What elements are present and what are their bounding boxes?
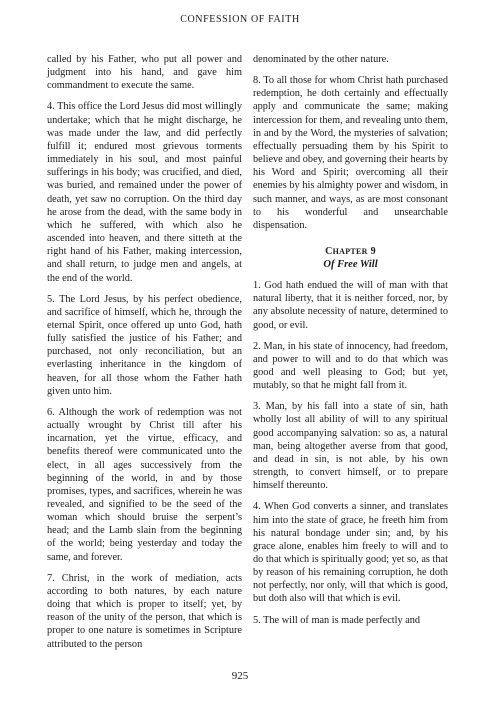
paragraph: denominated by the other nature. [253,54,389,65]
paragraph: 3. Man, by his fall into a state of sin, hath wholly lost all ability of will to any spiritual good accompanying salvation: so as, a natural man, being altogether averse from that good, and dead in sin, is not able, by his own strength, to convert himself, or to prepare himself thereunto. [253,401,448,492]
paragraph: 5. The will of man is made perfectly and [253,614,421,626]
paragraph: 5. The Lord Jesus, by his perfect obedience, and sacrifice of himself, which he, through the eternal Spirit, once offered up unto God, hath fully satisfied the justice of his Father; and purchased, not only reconciliation, but an everlasting inheritance in the kingdom of heaven, for all those whom the Father hath given unto him. [47,293,242,397]
chapter-label-rest: HAPTER [332,247,368,257]
paragraph: 4. This office the Lord Jesus did most willingly undertake; which that he might discharge, he was made under the law, and did perfectly fulfill it; endured most grievous torments immediately in his soul, and most painful sufferings in his body; was crucified, and died, was buried, and remained under the power of death, yet saw no corruption. On the third day he arose from the dead, with the same body in which he suffered, with which also he ascended into heaven, and there sitteth at the right hand of his Father, making intercession, and shall return, to judge men and angels, at the end of the world. [47,101,242,284]
chapter-number [253,245,448,258]
paragraph: 7. Christ, in the work of mediation, acts according to both natures, by each nature doing that which is proper to itself; yet, by reason of the unity of the person, that which is proper to one nature is sometimes in Scripture attributed to the person [47,572,242,650]
chapter-heading [253,245,448,271]
paragraph: called by his Father, who put all power and judgment into his hand, and gave him commandment to execute the same. [47,54,242,92]
paragraph: 8. To all those for whom Christ hath purchased redemption, he doth certainly and effectually apply and communicate the same; making intercession for them, and revealing unto them, in and by the Word, the mysteries of salvation; effectually persuading them by his Spirit to believe and obey, and governing their hearts by his Word and Spirit; overcoming all their enemies by his almighty power and wisdom, in such manner, and ways, as are most consonant to his wonderful and unsearchable dispensation. [253,75,448,231]
right-column [253,53,448,635]
paragraph: 6. Although the work of redemption was not actually wrought by Christ till after his incarnation, yet the virtue, efficacy, and benefits thereof were communicated unto the elect, in all ages successively from the beginning of the world, in and by those promises, types, and sacrifices, wherein he was revealed, and signified to be the seed of the woman which should bruise the serpent’s head; and the Lamb slain from the beginning of the world; being yesterday and today the same, and forever. [47,406,242,563]
chapter-title: Of Free Will [323,259,378,271]
chapter-label-initial: C [325,246,333,258]
page-number: 925 [231,670,249,682]
paragraph: 1. God hath endued the will of man with that natural liberty, that it is neither forced, nor, by any absolute necessity of nature, determined to good, or evil. [253,280,448,331]
paragraph: 4. When God converts a sinner, and translates him into the state of grace, he freeth him from his natural bondage under sin; and, by his grace alone, enables him freely to will and to do that which is spiritually good; yet so, as that by reason of his remaining corruption, he doth not perfectly, nor only, will that which is good, but doth also will that which is evil. [253,501,448,605]
chapter-number-value: 9 [370,246,376,258]
left-column [47,53,242,659]
paragraph: 2. Man, in his state of innocency, had freedom, and power to will and to do that which was good and well pleasing to God; but yet, mutably, so that he might fall from it. [253,340,448,392]
running-head: CONFESSION OF FAITH [180,14,300,25]
